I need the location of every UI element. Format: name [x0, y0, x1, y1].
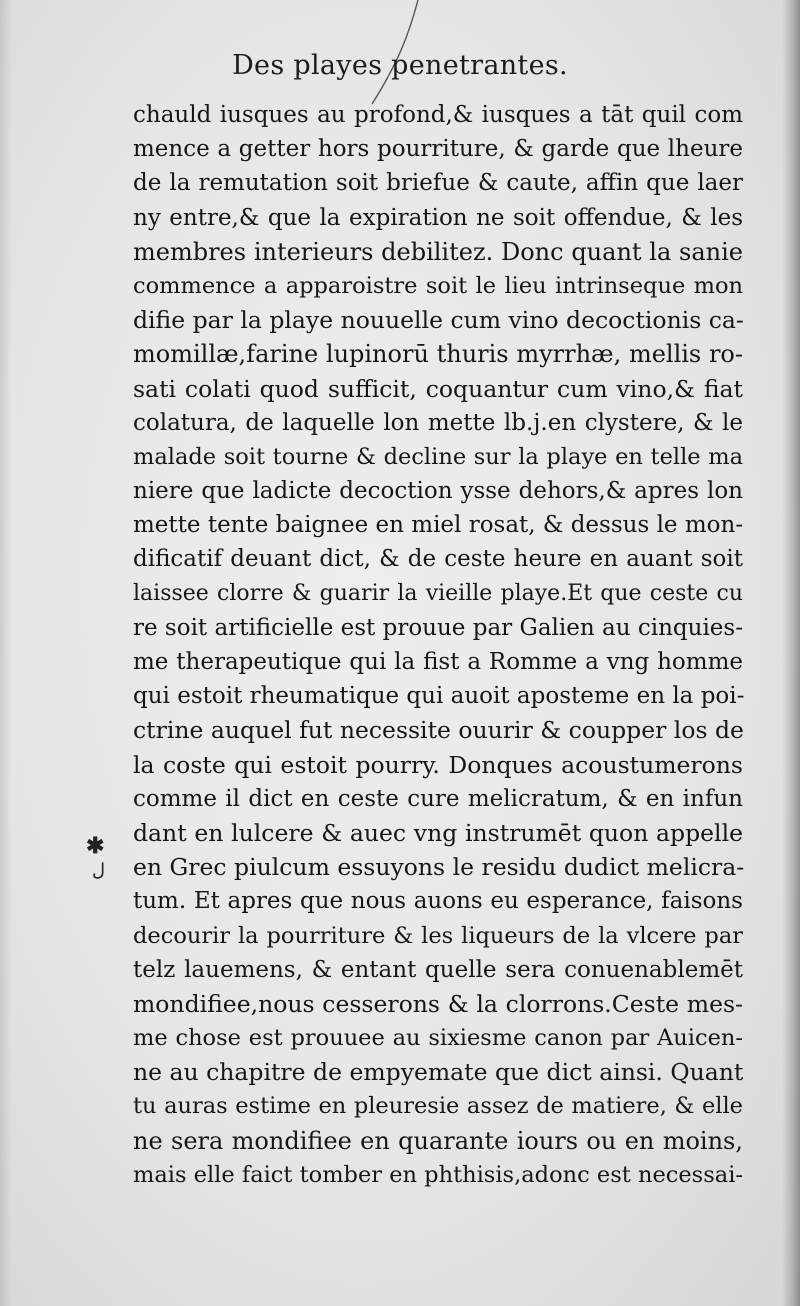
text-line: re soit artificielle est prouue par Galien au cinquies-: [133, 614, 743, 641]
text-line: chauld iusques au profond,& iusques a tāt quil com: [133, 102, 743, 128]
text-line: la coste qui estoit pourry. Donques acoustumerons: [133, 750, 743, 779]
text-line: membres interieurs debilitez. Donc quant la sanie: [133, 237, 743, 266]
text-line: dant en lulcere & auec vng instrumēt quon appelle: [133, 818, 743, 847]
text-line: de la remutation soit briefue & caute, affin que laer: [133, 170, 743, 197]
text-line: momillæ,farine lupinorū thuris myrrhæ, mellis ro-: [133, 340, 743, 369]
text-line: mence a getter hors pourriture, & garde que lheure: [133, 136, 743, 163]
text-line: malade soit tourne & decline sur la playe en telle ma: [133, 443, 743, 470]
marginal-mark: ل: [92, 860, 106, 881]
text-line: tum. Et apres que nous auons eu esperance, faisons: [133, 888, 743, 915]
text-line: difie par la playe nouuelle cum vino decoctionis ca-: [133, 306, 744, 335]
text-line: tu auras estime en pleuresie assez de matiere, & elle: [133, 1093, 743, 1120]
text-line: commence a apparoistre soit le lieu intrinseque mon: [133, 272, 743, 299]
page-edge-shadow: [782, 0, 800, 1306]
text-line: laissee clorre & guarir la vieille playe.Et que ceste cu: [133, 580, 743, 606]
text-line: mette tente baignee en miel rosat, & dessus le mon-: [133, 512, 744, 539]
text-line: dificatif deuant dict, & de ceste heure en auant soit: [133, 546, 743, 573]
text-line: en Grec piulcum essuyons le residu dudict melicra-: [133, 853, 745, 882]
text-line: me therapeutique qui la fist a Romme a vng homme: [133, 649, 743, 675]
text-line: ne au chapitre de empyemate que dict ainsi. Quant: [133, 1058, 744, 1087]
text-line: niere que ladicte decoction ysse dehors,& apres lon: [133, 478, 743, 505]
text-line: ne sera mondifiee en quarante iours ou en moins,: [133, 1126, 743, 1155]
text-line: ny entre,& que la expiration ne soit offendue, & les: [133, 204, 743, 231]
text-line: comme il dict en ceste cure melicratum, & en infun: [133, 785, 743, 812]
text-line: mais elle faict tomber en phthisis,adonc est necessai-: [133, 1161, 743, 1188]
text-line: telz lauemens, & entant quelle sera conuenablemēt: [133, 956, 743, 983]
text-line: sati colati quod sufficit, coquantur cum vino,& fiat: [133, 374, 743, 403]
marginal-mark: ✱: [86, 833, 105, 859]
running-head: Des playes penetrantes.: [232, 50, 568, 81]
text-line: qui estoit rheumatique qui auoit aposteme en la poi-: [133, 683, 745, 710]
text-line: mondifiee,nous cesserons & la clorrons.Ceste mes-: [133, 989, 743, 1018]
body-text: [133, 98, 743, 1192]
text-line: colatura, de laquelle lon mette lb.j.en clystere, & le: [133, 409, 743, 436]
text-line: decourir la pourriture & les liqueurs de la vlcere par: [133, 922, 743, 949]
page-gutter-shadow: [0, 0, 12, 1306]
text-line: me chose est prouuee au sixiesme canon par Auicen-: [133, 1025, 743, 1052]
text-line: ctrine auquel fut necessite ouurir & coupper los de: [133, 716, 744, 745]
